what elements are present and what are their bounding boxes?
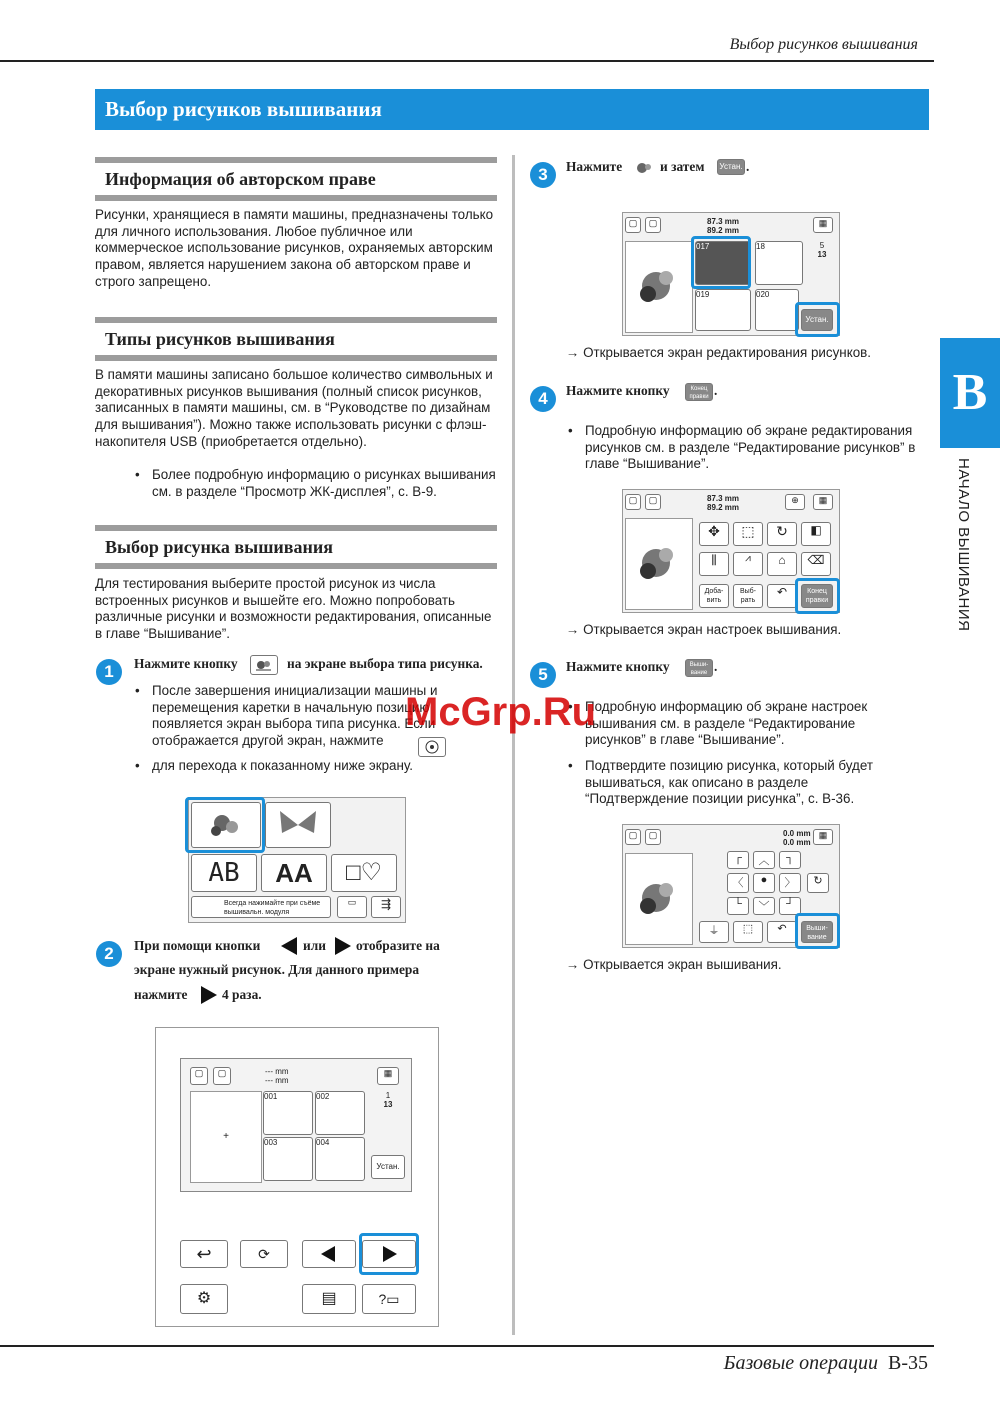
move-right-button[interactable] (779, 873, 801, 893)
step3-text-c: . (746, 159, 750, 174)
end-edit-button[interactable]: Конец правки (801, 584, 833, 608)
frame-display-button[interactable]: ▦ (813, 217, 833, 233)
step-number-4: 4 (530, 386, 556, 412)
step2-text-c-line2: экране нужный рисунок. Для данного примера (134, 962, 420, 977)
highlight-frame (795, 302, 840, 337)
step4-text-b: . (714, 383, 718, 398)
step5-text-b: . (714, 659, 718, 674)
preview-area (625, 518, 693, 610)
size-h: 89.2 mm (707, 503, 740, 512)
step5-text-a: Нажмите кнопку (566, 659, 670, 674)
size-readout (707, 217, 739, 235)
select-button[interactable]: Выб- рать (733, 584, 763, 608)
pattern-tile-002[interactable] (315, 1091, 365, 1135)
chapter-side-title: НАЧАЛО ВЫШИВАНИЯ (955, 458, 972, 632)
settings-button[interactable] (302, 1284, 356, 1314)
pattern-id: 020 (756, 290, 770, 299)
step2-text-c-line3: нажмите (134, 987, 188, 1002)
step-number-5: 5 (530, 662, 556, 688)
pattern-id: 019 (696, 290, 710, 299)
highlight-frame (795, 913, 840, 949)
chapter-tab: B (940, 338, 1000, 448)
prev-page-button[interactable] (302, 1240, 356, 1268)
frame-button-1[interactable]: ▢ (625, 829, 641, 845)
border-button[interactable] (767, 552, 797, 576)
arrow-right-icon-2 (199, 985, 219, 1005)
rotate-icon: ↻ (776, 523, 788, 539)
move-down-left-button[interactable] (727, 897, 749, 915)
page-current: 5 (819, 241, 825, 250)
copyright-text: Рисунки, хранящиеся в памяти машины, предназначены только для личного использования. Любое публичное или коммерческое использование рисунков, охраняемых авторским правом, является нарушением закона об авторском праве и строго запрещено. (95, 207, 494, 289)
size-w: --- mm (265, 1067, 289, 1076)
preview-area (625, 241, 693, 333)
set-button[interactable]: Устан. (371, 1155, 405, 1179)
move-left-button[interactable] (727, 873, 749, 893)
frame-heart-icon: □♡ (345, 859, 382, 886)
highlight-frame (691, 236, 751, 289)
arrow-right-icon (333, 936, 353, 956)
frame-button-2[interactable]: ▢ (213, 1067, 231, 1085)
size-h: 89.2 mm (707, 226, 740, 235)
chevron-right-icon: 〉 (784, 877, 796, 889)
pattern-id: 004 (316, 1138, 330, 1147)
corner-icon: ┘ (786, 898, 794, 910)
frame-button-1[interactable]: ▢ (625, 217, 641, 233)
section-title-select: Выбор рисунка вышивания (95, 525, 497, 569)
select-text: Для тестирования выберите простой рисунок из числа встроенных рисунков и вышейте его. Можно попробовать различные рисунки и возможности редактирования, описанные в главе “Вышивание”. (95, 576, 492, 642)
size-readout (265, 1067, 289, 1085)
step-number-2: 2 (96, 941, 122, 967)
frame-button-1[interactable]: ▢ (625, 494, 641, 510)
frame-button-1[interactable]: ▢ (190, 1067, 208, 1085)
step1-bullet-b: • для перехода к показанному ниже экрану. (152, 758, 477, 775)
usb-icon: ⇶ (380, 897, 392, 911)
pattern-tile-019[interactable] (695, 289, 751, 331)
undo-icon: ↶ (777, 923, 787, 935)
step1-bullet-a: • После завершения инициализации машины и перемещения каретки в начальную позицию появляется экран выбора типа рисунка. Если отображается другой экран, нажмите (152, 683, 477, 750)
help-machine-icon: ?▭ (378, 1291, 400, 1307)
pattern-tile-020[interactable] (755, 289, 799, 331)
frame-button-2[interactable]: ▢ (645, 494, 661, 510)
memory-button[interactable] (337, 896, 367, 918)
pattern-tile-018[interactable] (755, 241, 803, 285)
pos-x: 0.0 mm (783, 829, 811, 838)
mirror-icon: ⫼ (711, 553, 717, 567)
step-number-1: 1 (96, 659, 122, 685)
move-button[interactable] (699, 522, 729, 546)
color-icon: ◧ (810, 523, 822, 537)
page-indicator (375, 1091, 401, 1109)
rotate-icon: ↻ (813, 875, 823, 887)
help-button[interactable] (362, 1284, 416, 1314)
remove-module-note: Всегда нажимайте при съёме вышивальн. модуля (224, 900, 321, 916)
page-total: 13 (383, 1100, 393, 1109)
corner-icon: ┐ (786, 852, 794, 864)
move-up-left-button[interactable] (727, 851, 749, 869)
flower-icon (251, 656, 277, 674)
flower-preview-icon (626, 854, 690, 942)
pos-y: 0.0 mm (783, 838, 811, 847)
preview-area (625, 853, 693, 945)
set-button-inline[interactable]: Устан. (717, 159, 745, 175)
usb-button[interactable] (371, 896, 401, 918)
running-header: Выбор рисунков вышивания (729, 36, 918, 53)
move-down-button[interactable] (753, 897, 775, 915)
move-up-right-button[interactable] (779, 851, 801, 869)
flower-preview-icon (626, 519, 690, 607)
delete-button[interactable] (801, 552, 831, 576)
center-dot-icon: ● (760, 874, 768, 886)
back-arrow-icon: ↩ (196, 1244, 212, 1264)
page-banner: Выбор рисунков вышивания (95, 89, 929, 130)
frame-display-button[interactable]: ▦ (813, 494, 833, 510)
letter-pattern-tile-aa[interactable]: AA (261, 854, 327, 892)
types-text: В памяти машины записано большое количество символьных и декоративных рисунков вышивания (полный список рисунков, записанных в памяти машины, см. в “Руководстве по дизайнам для вышивания”). Можно также использовать рисунки с флэш-накопителя USB (приобретается отдельно). (95, 367, 493, 449)
types-bullet: • Более подробную информацию о рисунках вышивания см. в разделе “Просмотр ЖК-дисплея”, с. B-9. (152, 467, 497, 500)
pattern-id: 001 (264, 1092, 278, 1101)
watermark: McGrp.Ru (405, 690, 597, 734)
step3-text-b: и затем (660, 159, 705, 174)
step-number-3: 3 (530, 162, 556, 188)
butterfly-pattern-tile[interactable] (265, 802, 331, 848)
pattern-thumb-icon (634, 159, 654, 177)
page-indicator (809, 241, 835, 259)
section-title-types: Типы рисунков вышивания (95, 317, 497, 361)
embroidery-home-button[interactable] (180, 1284, 228, 1314)
step1-text-b: на экране выбора типа рисунка. (287, 656, 483, 671)
rotate-button[interactable] (807, 873, 829, 893)
border-icon: ⌂ (778, 553, 786, 567)
undo-icon: ↶ (776, 585, 788, 599)
embroidery-type-button[interactable] (250, 655, 278, 675)
step2-text-c-line1: отобразите на (356, 938, 440, 953)
page-number: B-35 (888, 1352, 928, 1374)
embroider-button-inline[interactable]: Выши- вание (685, 659, 713, 677)
pattern-tile-004[interactable] (315, 1137, 365, 1181)
size-button[interactable] (733, 522, 763, 546)
back-button[interactable] (180, 1240, 228, 1268)
embroidery-foot-icon: ⚙ (196, 1290, 212, 1307)
mirror-button[interactable] (699, 552, 729, 576)
corner-icon: ┌ (734, 852, 742, 864)
step2-text-b: или (303, 938, 326, 953)
pattern-id: 002 (316, 1092, 330, 1101)
magnifier-icon: ⊕ (791, 495, 799, 505)
step5-bullet-1: • Подробную информацию об экране настроек вышивания см. в разделе “Редактирование рисунков” в главе “Вышивание”. (585, 699, 915, 749)
rotate-button[interactable] (767, 522, 797, 546)
chevron-left-icon: 〈 (732, 877, 744, 889)
size-w: 87.3 mm (707, 494, 740, 503)
frame-button-2[interactable]: ▢ (645, 829, 661, 845)
move-icon: ✥ (708, 523, 720, 539)
embroidery-foot-icon (419, 738, 445, 756)
step1-text-a: Нажмите кнопку (134, 656, 238, 671)
add-button[interactable]: Доба- вить (699, 584, 729, 608)
eraser-icon: ⌫ (807, 553, 825, 567)
size-h: --- mm (265, 1076, 289, 1085)
position-readout (783, 829, 811, 847)
highlight-frame (359, 1233, 419, 1275)
butterfly-icon (266, 803, 330, 847)
zoom-button[interactable] (785, 494, 805, 510)
density-button[interactable] (733, 552, 763, 576)
color-button[interactable] (801, 522, 831, 546)
arrow-left-icon (279, 936, 299, 956)
center-button[interactable] (753, 873, 775, 893)
pattern-tile-003[interactable] (263, 1137, 313, 1181)
trial-button[interactable] (699, 921, 729, 943)
machine-icon: ▭ (347, 897, 357, 907)
size-w: 87.3 mm (707, 217, 740, 226)
highlight-frame (185, 797, 265, 853)
column-divider (512, 155, 515, 1335)
pattern-id: 017 (696, 242, 710, 251)
step4-text-a: Нажмите кнопку (566, 383, 670, 398)
flower-preview-icon (626, 242, 690, 330)
end-edit-button-inline[interactable]: Конец правки (685, 383, 713, 401)
highlight-frame (795, 578, 840, 614)
trace-icon: ⬚ (742, 923, 754, 935)
chevron-up-icon: ︿ (758, 855, 770, 867)
embroider-button[interactable]: Выши- вание (801, 921, 833, 943)
step4-result: → Открывается экран настроек вышивания. (566, 622, 842, 637)
preview-area: + (190, 1091, 262, 1183)
page-current: 1 (385, 1091, 391, 1100)
size-readout (707, 494, 739, 512)
step5-bullet-2: • Подтвердите позицию рисунка, который будет вышиваться, как описано в разделе “Подтверждение позиции рисунка”, с. B-36. (585, 758, 915, 808)
bottom-rule (0, 1345, 934, 1347)
page-total: 13 (817, 250, 827, 259)
step3-text-a: Нажмите (566, 159, 623, 174)
section-title-copyright: Информация об авторском праве (95, 157, 497, 201)
density-icon: ⩘ (745, 553, 751, 564)
undo-button[interactable] (767, 584, 797, 608)
pattern-id: 18 (756, 242, 765, 251)
frame-display-button[interactable]: ▦ (813, 829, 833, 845)
step4-bullet: • Подробную информацию об экране редактирования рисунков см. в разделе “Редактирование рисунков” в главе “Вышивание”. (585, 423, 935, 473)
letter-pattern-tile-ab[interactable]: AB (191, 854, 257, 892)
step5-result: → Открывается экран вышивания. (566, 957, 782, 972)
step3-result: → Открывается экран редактирования рисунков. (566, 345, 871, 360)
needle-rotate-icon: ⟳ (258, 1246, 270, 1262)
footer (724, 1352, 928, 1375)
step2-text-a: При помощи кнопки (134, 938, 261, 953)
frame-button-2[interactable]: ▢ (645, 217, 661, 233)
top-rule (0, 60, 934, 62)
frame-pattern-tile[interactable] (331, 854, 397, 892)
chevron-down-icon: ﹀ (758, 901, 770, 913)
document-icon: ▤ (321, 1290, 337, 1307)
remove-module-button[interactable] (191, 896, 331, 918)
set-button[interactable]: Устан. (801, 309, 833, 331)
trace-button[interactable] (733, 921, 763, 943)
move-up-button[interactable] (753, 851, 775, 869)
needle-icon: ⏚ (708, 925, 720, 937)
return-screen-button[interactable] (418, 737, 446, 757)
resize-icon: ⬚ (741, 523, 755, 539)
step2-text-d: 4 раза. (222, 987, 262, 1002)
footer-title: Базовые операции (723, 1352, 878, 1374)
arrow-left-icon (303, 1241, 355, 1267)
frame-display-button[interactable]: ▦ (377, 1067, 399, 1085)
undo-button[interactable] (767, 921, 797, 943)
pattern-list-panel (155, 1027, 439, 1327)
needle-rotate-button[interactable] (240, 1240, 288, 1268)
pattern-id: 003 (264, 1138, 278, 1147)
pattern-list-screen (180, 1058, 412, 1192)
pattern-tile-001[interactable] (263, 1091, 313, 1135)
corner-icon: └ (734, 898, 742, 910)
